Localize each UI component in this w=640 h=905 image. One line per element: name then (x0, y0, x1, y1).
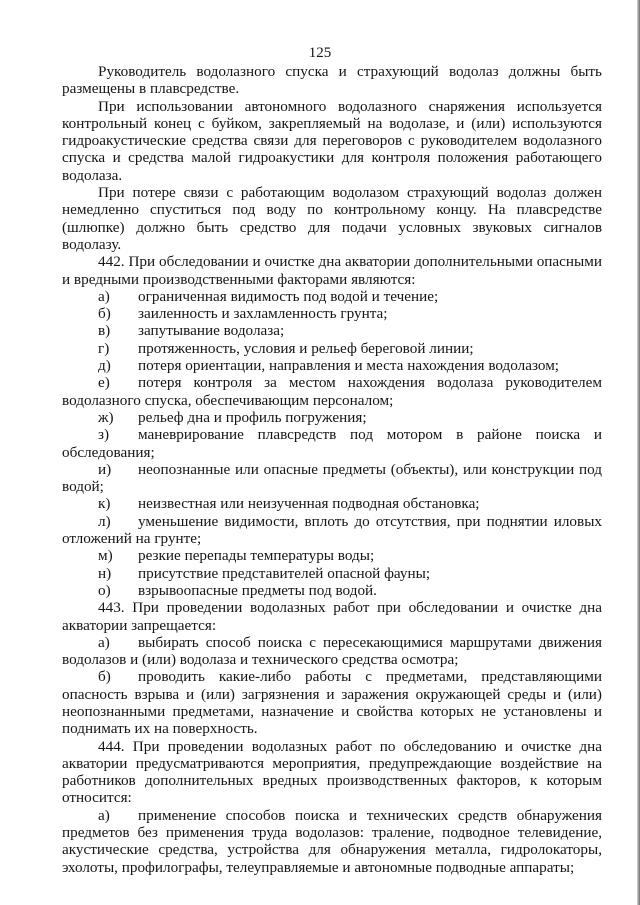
list-item-label: н) (98, 564, 112, 582)
list-item-text: взрывоопасные предметы под водой. (138, 581, 377, 599)
list-item (62, 409, 602, 426)
clause-443: 443. При проведении водолазных работ при обследовании и очистке дна акватории запрещается: (62, 599, 602, 634)
list-item-label: в) (98, 322, 111, 340)
list-item-label: б) (98, 668, 111, 686)
list-item-text: присутствие представителей опасной фауны; (138, 564, 431, 582)
list-item (62, 495, 602, 512)
list-item-label: м) (98, 547, 113, 565)
list-item-label: к) (98, 495, 111, 513)
list-item-text: неопознанные или опасные предметы (объекты), или конструкции под водой; (62, 460, 602, 496)
list-item-label: а) (98, 806, 110, 824)
list-item-label: а) (98, 633, 110, 651)
list-item (62, 340, 602, 357)
list-item (62, 426, 602, 461)
list-item-label: д) (98, 357, 111, 375)
list-444 (62, 807, 602, 876)
list-443 (62, 634, 602, 738)
list-item (62, 288, 602, 305)
list-item (62, 565, 602, 582)
list-item (62, 461, 602, 496)
list-item (62, 807, 602, 876)
list-item (62, 374, 602, 409)
paragraph: При потере связи с работающим водолазом страхующий водолаз должен немедленно спуститься под воду по контрольному концу. На плавсредстве (шлюпке) должно быть средство для подачи условных звуковых сигналов водолазу. (62, 184, 602, 253)
list-item (62, 547, 602, 564)
list-item-text: выбирать способ поиска с пересекающимися маршрутами движения водолазов и (или) водолаза и технического средства осмотра; (62, 633, 602, 669)
paragraph: Руководитель водолазного спуска и страхующий водолаз должны быть размещены в плавсредстве. (62, 63, 602, 98)
list-item-label: з) (98, 426, 110, 444)
list-item-text: маневрирование плавсредств под мотором в районе поиска и обследования; (62, 426, 602, 461)
list-item-text: неизвестная или неизученная подводная обстановка; (138, 495, 480, 513)
list-item (62, 357, 602, 374)
paragraph: При использовании автономного водолазного снаряжения используется контрольный конец с буйком, закрепляемый на водолазе, и (или) используются гидроакустические средства связи для переговоров с руководителем водолазного спуска и средства малой гидроакустики для контроля положения работающего водолаза. (62, 97, 602, 184)
list-item-label: а) (98, 287, 110, 305)
list-item (62, 322, 602, 339)
list-item-label: о) (98, 581, 111, 599)
list-item (62, 668, 602, 737)
list-item (62, 305, 602, 322)
list-item-text: проводить какие-либо работы с предметами, представляющими опасность взрыва и (или) загрязнения и заражения окружающей среды и (или) неопознанными предметами, назначение и свойства которых не установлены и поднимать их на поверхность. (62, 668, 602, 738)
list-442 (62, 288, 602, 599)
list-item-text: потеря ориентации, направления и места нахождения водолазом; (138, 357, 560, 375)
list-item-label: б) (98, 305, 111, 323)
page-content (62, 63, 602, 876)
clause-444: 444. При проведении водолазных работ по обследованию и очистке дна акватории предусматриваются мероприятия, предупреждающие воздействие на работников дополнительных вредных производственных факторов, к которым относится: (62, 737, 602, 807)
list-item (62, 582, 602, 599)
clause-442: 442. При обследовании и очистке дна акватории дополнительными опасными и вредными производственными факторами являются: (62, 253, 602, 288)
list-item-text: потеря контроля за местом нахождения водолаза руководителем водолазного спуска, обеспечивающим персоналом; (62, 374, 602, 409)
list-item-label: и) (98, 460, 112, 478)
list-item-label: ж) (98, 408, 114, 426)
list-item-text: заиленность и захламленность грунта; (138, 305, 388, 323)
list-item-text: уменьшение видимости, вплоть до отсутствия, при поднятии иловых отложений на грунте; (62, 512, 602, 548)
list-item (62, 513, 602, 548)
list-item-label: г) (98, 339, 110, 357)
list-item-label: л) (98, 512, 111, 530)
list-item-text: рельеф дна и профиль погружения; (138, 408, 367, 426)
list-item-text: резкие перепады температуры воды; (138, 547, 375, 565)
page-number: 125 (308, 45, 332, 61)
list-item-text: применение способов поиска и технических средств обнаружения предметов без применения труда водолазов: траление, подводное телевидение, акустические средства, устройства для обнаружения металла, гидролокаторы, эхолоты, профилографы, телеуправляемые и автономные подводные аппараты; (62, 806, 602, 876)
list-item-text: запутывание водолаза; (138, 322, 285, 340)
list-item (62, 634, 602, 669)
list-item-label: е) (98, 374, 110, 392)
list-item-text: ограниченная видимость под водой и течение; (138, 287, 439, 305)
list-item-text: протяженность, условия и рельеф береговой линии; (138, 339, 474, 357)
